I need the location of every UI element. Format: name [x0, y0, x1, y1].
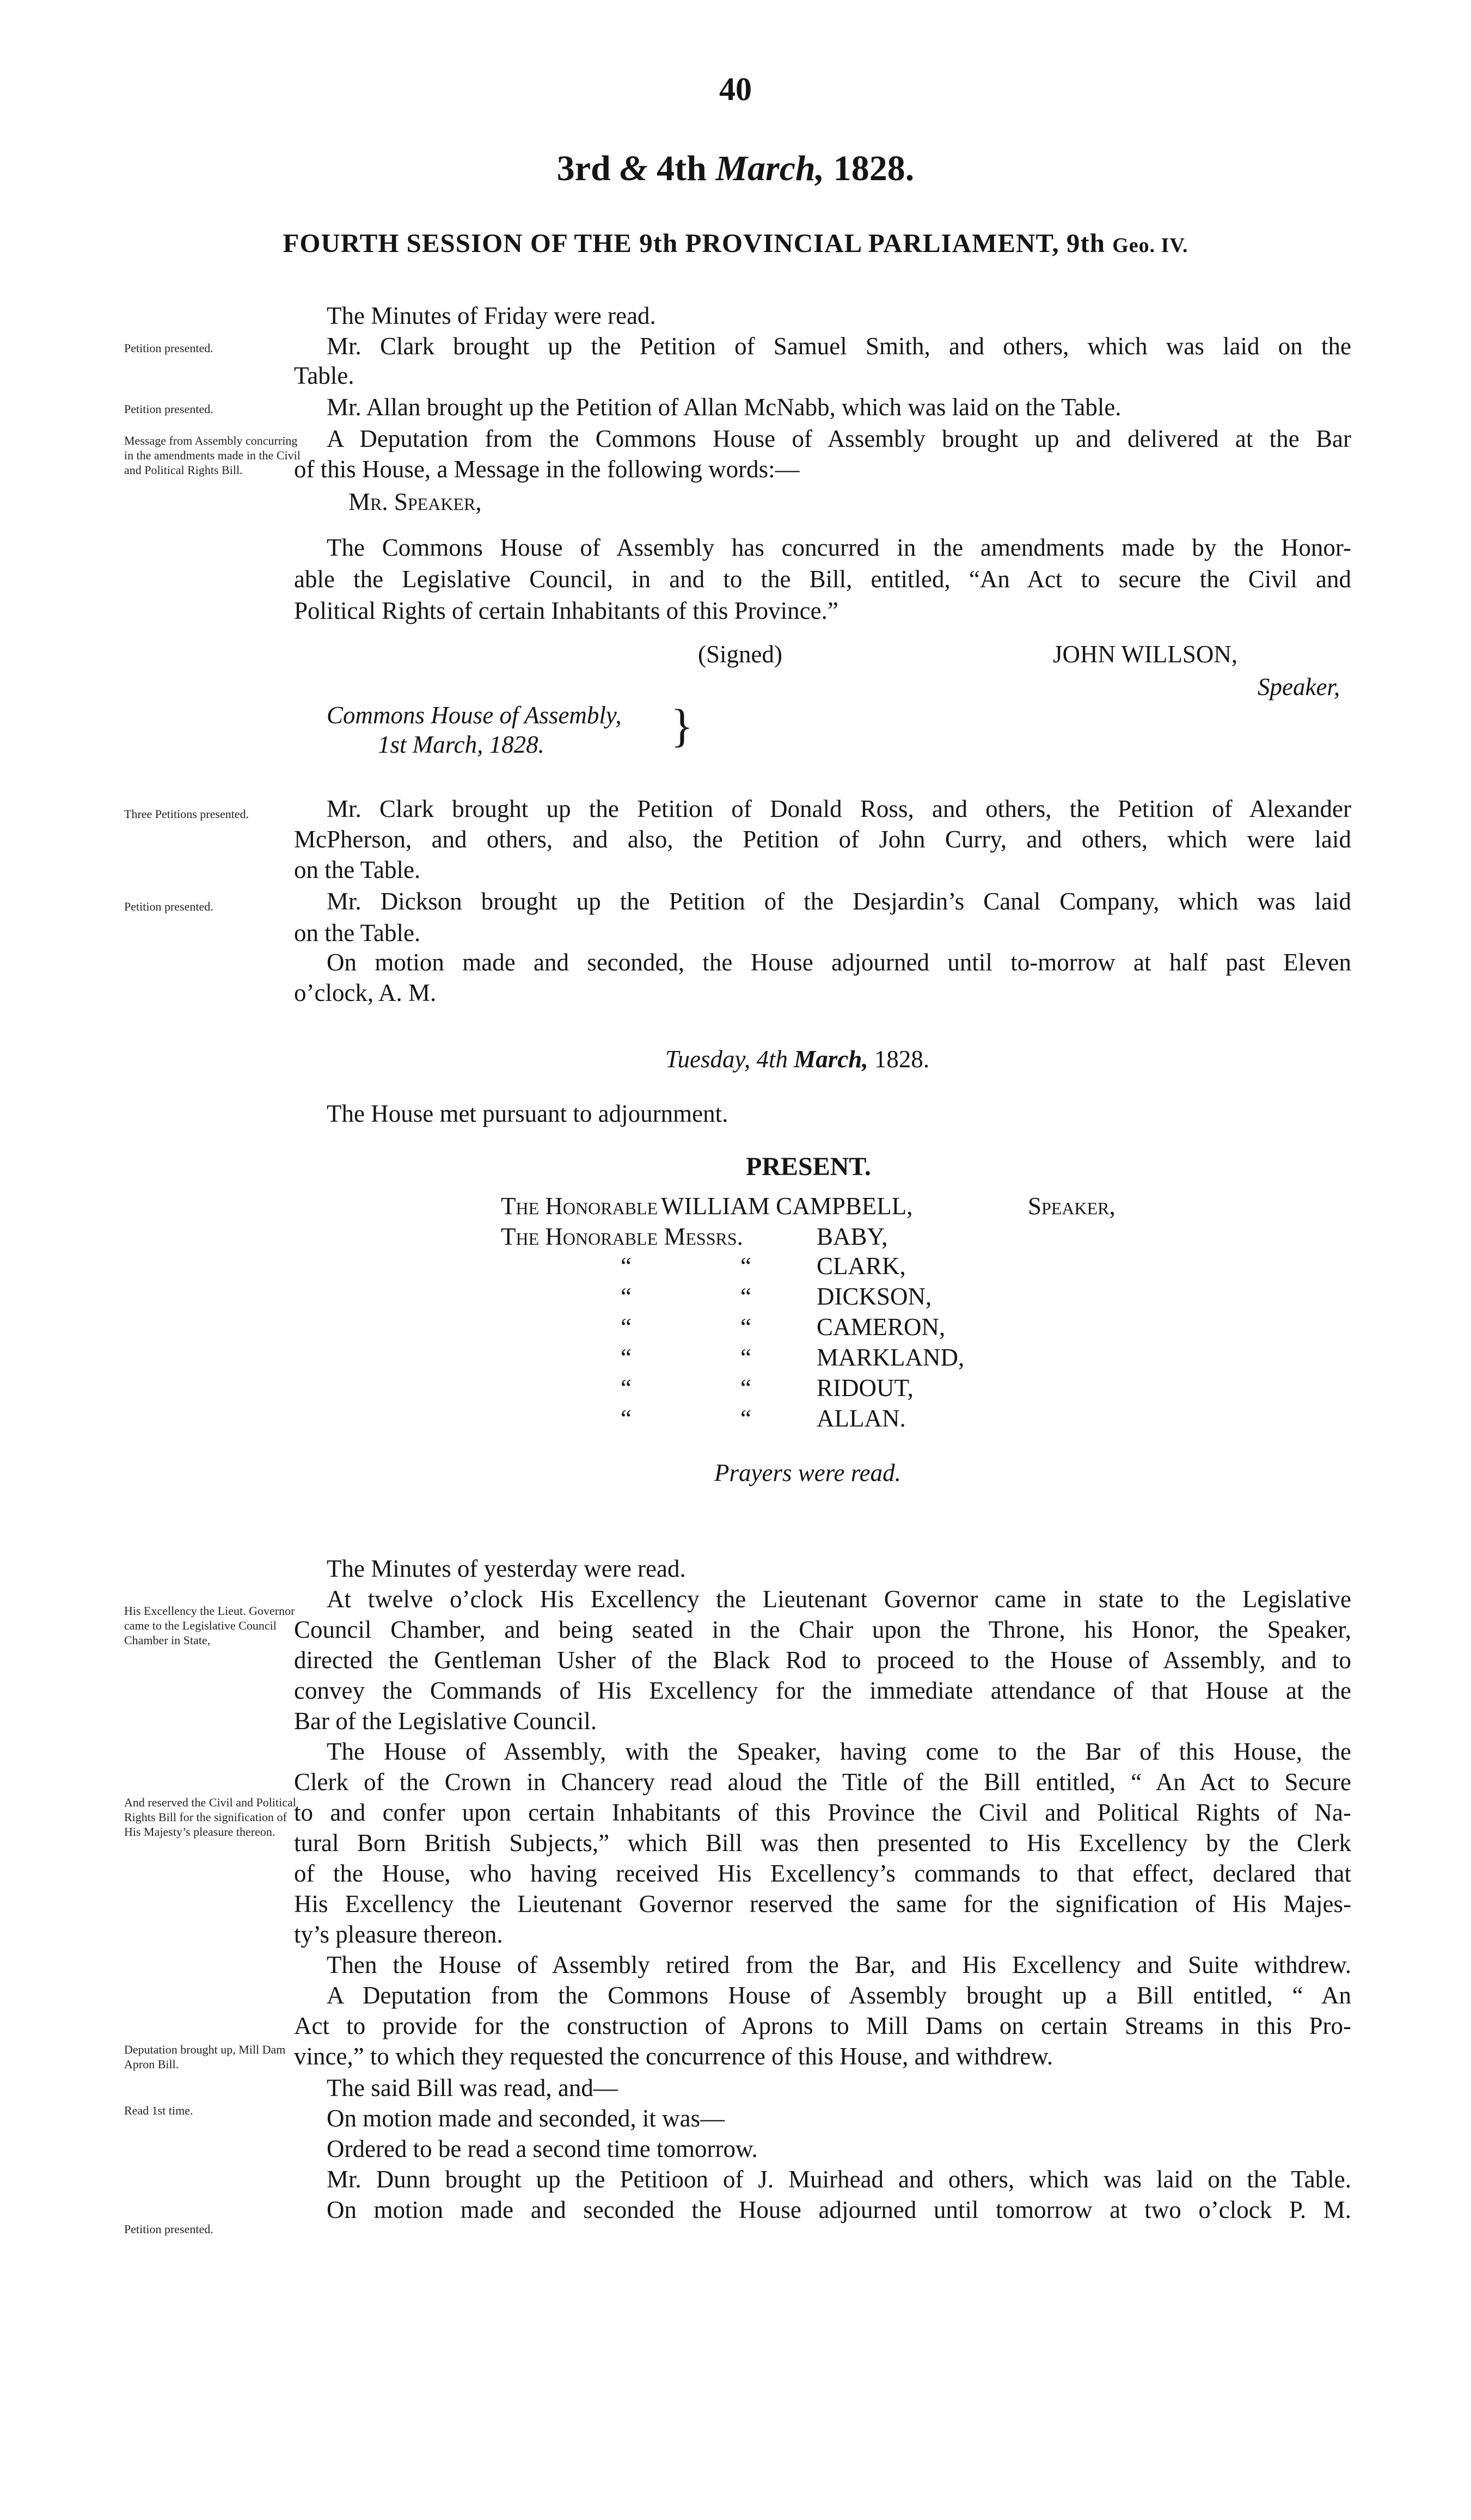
text-line: of this House, a Message in the following words:—: [294, 456, 800, 483]
text-line: McPherson, and others, and also, the Petition of John Curry, and others, which were laid: [294, 826, 1351, 853]
salutation: Mr. Speaker,: [348, 488, 482, 515]
text-line: Mr. Clark brought up the Petition of Donald Ross, and others, the Petition of Alexander: [327, 795, 1351, 822]
member-name: DICKSON,: [817, 1283, 932, 1310]
session-title: FOURTH SESSION OF THE 9th PROVINCIAL PARLIAMENT, 9th: [283, 228, 1105, 258]
text-line: A Deputation from the Commons House of Assembly brought up and delivered at the Bar: [327, 425, 1351, 452]
ditto-mark: “: [740, 1374, 751, 1402]
member-name: CAMERON,: [817, 1313, 946, 1341]
origin-line-2: 1st March, 1828.: [378, 731, 544, 758]
text-line: Council Chamber, and being seated in the Chair upon the Throne, his Honor, the Speaker,: [294, 1616, 1351, 1643]
text-line: ty’s pleasure thereon.: [294, 1921, 503, 1948]
date-part2: 4th: [657, 149, 707, 188]
text-line: The Commons House of Assembly has concurred in the amendments made by the Honor-: [327, 534, 1351, 561]
text-line: tural Born British Subjects,” which Bill was then presented to His Excellency by the Clerk: [294, 1829, 1351, 1857]
messrs-prefix: The Honorable Messrs.: [501, 1223, 743, 1250]
ditto-mark: “: [621, 1313, 632, 1341]
margin-note-lieut-gov: His Excellency the Lieut. Governor came to the Legislative Council Chamber in State,: [124, 1604, 295, 1647]
ditto-mark: “: [621, 1252, 632, 1280]
text-line: Act to provide for the construction of Aprons to Mill Dams on certain Streams in this Pro-: [294, 2012, 1351, 2039]
ditto-mark: “: [740, 1344, 751, 1371]
origin-brace: }: [671, 699, 694, 752]
margin-note-three-petitions: Three Petitions presented.: [124, 807, 249, 821]
origin-line-1: Commons House of Assembly,: [327, 702, 622, 729]
date-ampersand: &: [620, 149, 648, 188]
text-line: On motion made and seconded the House adjourned until tomorrow at two o’clock P. M.: [327, 2196, 1351, 2223]
text-line: Then the House of Assembly retired from the Bar, and His Excellency and Suite withdrew.: [327, 1951, 1351, 1978]
text-line: His Excellency the Lieutenant Governor reserved the same for the signification of His Majes-: [294, 1890, 1351, 1917]
prayers-line: Prayers were read.: [714, 1459, 901, 1486]
ditto-mark: “: [621, 1344, 632, 1371]
tuesday-year: 1828.: [874, 1046, 930, 1073]
text-line: on the Table.: [294, 856, 421, 883]
margin-note-petition-1: Petition presented.: [124, 341, 213, 355]
text-line: of the House, who having received His Excellency’s commands to that effect, declared that: [294, 1860, 1351, 1887]
date-part1: 3rd: [556, 149, 611, 188]
text-line: Bar of the Legislative Council.: [294, 1707, 597, 1735]
member-name: CLARK,: [817, 1252, 906, 1280]
speaker-name: WILLIAM CAMPBELL,: [661, 1193, 913, 1220]
text-line: The said Bill was read, and—: [327, 2074, 618, 2101]
ditto-mark: “: [621, 1405, 632, 1432]
text-line: Clerk of the Crown in Chancery read aloud the Title of the Bill entitled, “ An Act to Secure: [294, 1768, 1351, 1796]
text-line: vince,” to which they requested the concurrence of this House, and withdrew.: [294, 2043, 1053, 2070]
text-line: to and confer upon certain Inhabitants of this Province the Civil and Political Rights of Na-: [294, 1799, 1351, 1826]
text-line: convey the Commands of His Excellency for the immediate attendance of that House at the: [294, 1677, 1351, 1704]
member-name: RIDOUT,: [817, 1374, 914, 1402]
text-line: On motion made and seconded, it was—: [327, 2105, 725, 2132]
date-month: March,: [715, 149, 825, 188]
text-line: Mr. Allan brought up the Petition of Allan McNabb, which was laid on the Table.: [327, 394, 1121, 421]
margin-note-petition-2: Petition presented.: [124, 402, 213, 416]
text-line: On motion made and seconded, the House adjourned until to-morrow at half past Eleven: [327, 949, 1351, 976]
met-line: The House met pursuant to adjournment.: [327, 1100, 728, 1127]
text-line: Ordered to be read a second time tomorrow.: [327, 2135, 758, 2162]
text-line: directed the Gentleman Usher of the Black Rod to proceed to the House of Assembly, and to: [294, 1646, 1351, 1674]
speaker-title: Speaker,: [1028, 1193, 1115, 1220]
tuesday-num: 4th: [756, 1046, 788, 1073]
member-name: BABY,: [817, 1223, 888, 1250]
session-reign: Geo. IV.: [1112, 234, 1188, 257]
text-line: Political Rights of certain Inhabitants of this Province.”: [294, 597, 838, 624]
date-heading: [0, 148, 1471, 189]
present-heading: PRESENT.: [746, 1152, 871, 1181]
ditto-mark: “: [621, 1283, 632, 1310]
text-line: Mr. Clark brought up the Petition of Samuel Smith, and others, which was laid on the: [327, 333, 1351, 360]
text-line: Mr. Dunn brought up the Petitioon of J. Muirhead and others, which was laid on the Table.: [327, 2166, 1351, 2193]
page-number: 40: [719, 71, 752, 107]
tuesday-month: March,: [794, 1046, 868, 1073]
ditto-mark: “: [740, 1283, 751, 1310]
text-line: A Deputation from the Commons House of Assembly brought up a Bill entitled, “ An: [327, 1982, 1351, 2009]
member-name: MARKLAND,: [817, 1344, 965, 1371]
margin-note-petition-4: Petition presented.: [124, 2222, 213, 2236]
ditto-mark: “: [740, 1405, 751, 1432]
date-year: 1828.: [833, 149, 915, 188]
tuesday-date: [665, 1045, 929, 1073]
speaker-prefix: The Honorable: [501, 1193, 658, 1220]
text-line: o’clock, A. M.: [294, 979, 437, 1006]
text-line: The House of Assembly, with the Speaker, having come to the Bar of this House, the: [327, 1738, 1351, 1765]
session-heading: [0, 228, 1471, 259]
text-line: Table.: [294, 362, 354, 389]
text-line: Mr. Dickson brought up the Petition of the Desjardin’s Canal Company, which was laid: [327, 888, 1351, 915]
text-line: able the Legislative Council, in and to the Bill, entitled, “An Act to secure the Civil and: [294, 566, 1351, 593]
signatory-title: Speaker,: [1258, 673, 1340, 700]
margin-note-reserved: And reserved the Civil and Political Rights Bill for the signification of His Majesty’s pleasure thereon.: [124, 1796, 296, 1839]
margin-note-petition-3: Petition presented.: [124, 900, 213, 913]
text-line: on the Table.: [294, 919, 421, 946]
text-line: At twelve o’clock His Excellency the Lieutenant Governor came in state to the Legislative: [327, 1585, 1351, 1613]
text-line: The Minutes of yesterday were read.: [327, 1555, 686, 1582]
member-name: ALLAN.: [817, 1405, 906, 1432]
ditto-mark: “: [621, 1374, 632, 1402]
ditto-mark: “: [740, 1313, 751, 1341]
signatory-name: JOHN WILLSON,: [1053, 641, 1238, 668]
signed-label: (Signed): [698, 641, 782, 668]
text-line: The Minutes of Friday were read.: [327, 302, 656, 329]
ditto-mark: “: [740, 1252, 751, 1280]
margin-note-message: Message from Assembly concurring in the amendments made in the Civil and Political Rights Bill.: [124, 434, 301, 477]
margin-note-deputation: Deputation brought up, Mill Dam Apron Bill.: [124, 2043, 286, 2071]
margin-note-read-first: Read 1st time.: [124, 2104, 193, 2117]
tuesday-day: Tuesday,: [665, 1046, 751, 1073]
